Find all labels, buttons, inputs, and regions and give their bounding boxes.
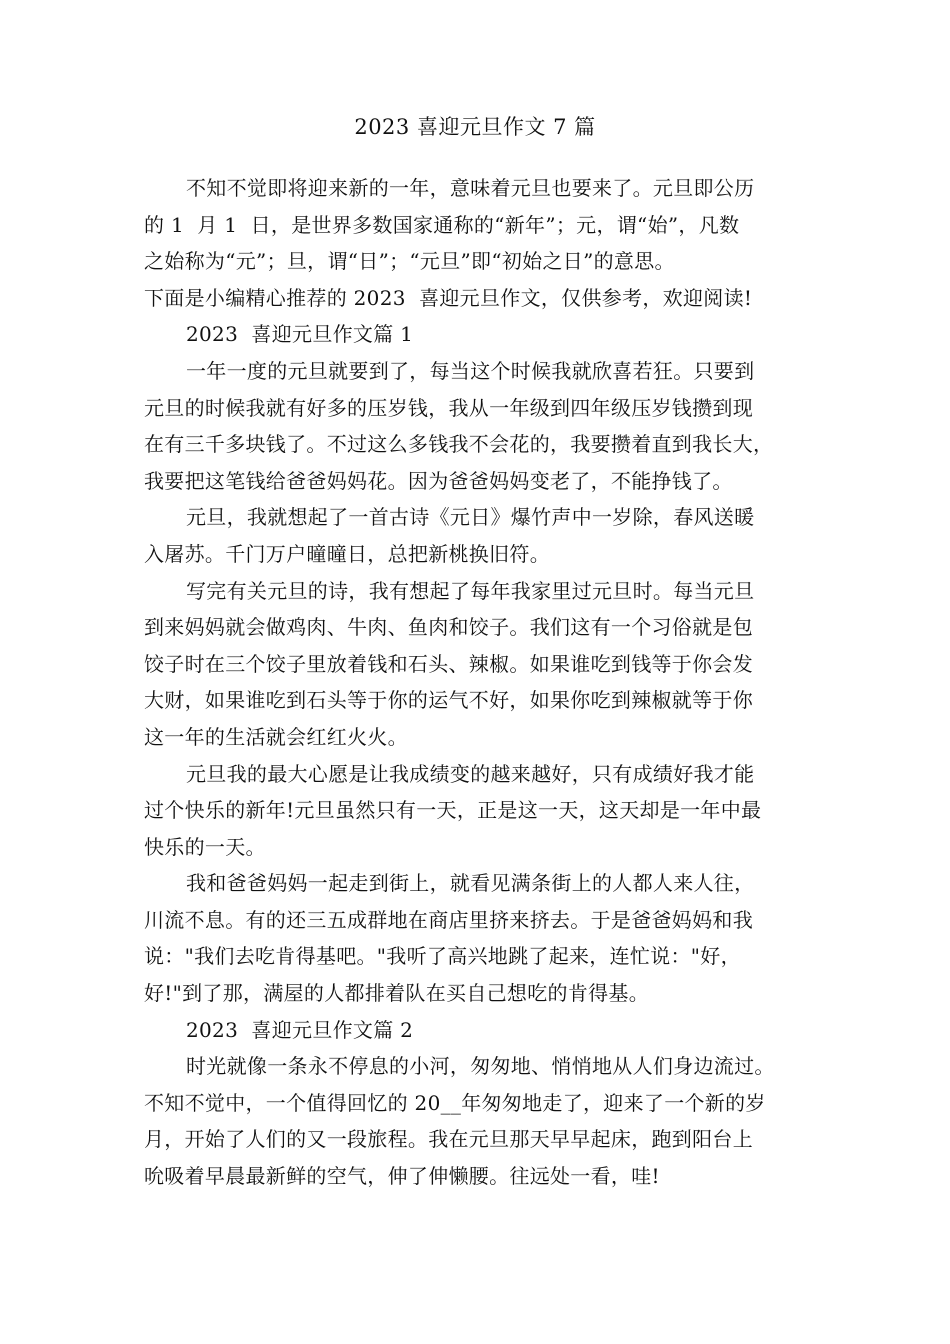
text-line: 之始称为“元”；旦，谓“日”；“元旦”即“初始之日”的意思。	[144, 249, 675, 274]
text-line: 这一年的生活就会红红火火。	[144, 724, 408, 749]
text-line: 元旦我的最大心愿是让我成绩变的越来越好，只有成绩好我才能	[186, 761, 755, 786]
text-line: 元旦，我就想起了一首古诗《元日》爆竹声中一岁除，春风送暖	[186, 505, 755, 530]
text-line: 说："我们去吃肯得基吧。"我听了高兴地跳了起来，连忙说："好，	[144, 944, 741, 969]
text-line: 2023 喜迎元旦作文篇 1	[186, 322, 414, 347]
text-line: 写完有关元旦的诗，我有想起了每年我家里过元旦时。每当元旦	[186, 578, 755, 603]
document-body	[144, 170, 824, 1195]
text-line: 元旦的时候我就有好多的压岁钱，我从一年级到四年级压岁钱攒到现	[144, 395, 753, 420]
text-line: 不知不觉中，一个值得回忆的 20__年匆匆地走了，迎来了一个新的岁	[144, 1090, 766, 1115]
text-line: 的 1 月 1 日，是世界多数国家通称的“新年”；元，谓“始”，凡数	[144, 212, 740, 237]
text-line: 在有三千多块钱了。不过这么多钱我不会花的，我要攒着直到我长大，	[144, 432, 774, 457]
text-line: 快乐的一天。	[144, 834, 266, 859]
text-line: 饺子时在三个饺子里放着钱和石头、辣椒。如果谁吃到钱等于你会发	[144, 651, 753, 676]
text-line: 2023 喜迎元旦作文篇 2	[186, 1017, 414, 1042]
text-line: 下面是小编精心推荐的 2023 喜迎元旦作文，仅供参考，欢迎阅读!	[144, 285, 753, 310]
text-line: 吮吸着早晨最新鲜的空气，伸了伸懒腰。往远处一看，哇!	[144, 1164, 660, 1189]
text-line: 到来妈妈就会做鸡肉、牛肉、鱼肉和饺子。我们这有一个习俗就是包	[144, 615, 753, 640]
text-line: 好!"到了那，满屋的人都排着队在买自己想吃的肯得基。	[144, 981, 650, 1006]
text-line: 大财，如果谁吃到石头等于你的运气不好，如果你吃到辣椒就等于你	[144, 688, 753, 713]
document-title: 2023 喜迎元旦作文 7 篇	[354, 115, 596, 139]
text-line: 入屠苏。千门万户曈曈日，总把新桃换旧符。	[144, 541, 550, 566]
text-line: 我要把这笔钱给爸爸妈妈花。因为爸爸妈妈变老了，不能挣钱了。	[144, 468, 733, 493]
text-line: 月，开始了人们的又一段旅程。我在元旦那天早早起床，跑到阳台上	[144, 1127, 753, 1152]
text-line: 我和爸爸妈妈一起走到街上，就看见满条街上的人都人来人往，	[186, 871, 755, 896]
text-line: 一年一度的元旦就要到了，每当这个时候我就欣喜若狂。只要到	[186, 358, 755, 383]
text-line: 川流不息。有的还三五成群地在商店里挤来挤去。于是爸爸妈妈和我	[144, 907, 753, 932]
text-line: 时光就像一条永不停息的小河，匆匆地、悄悄地从人们身边流过。	[186, 1054, 775, 1079]
text-line: 不知不觉即将迎来新的一年，意味着元旦也要来了。元旦即公历	[186, 176, 755, 200]
text-line: 过个快乐的新年!元旦虽然只有一天，正是这一天，这天却是一年中最	[144, 798, 762, 823]
